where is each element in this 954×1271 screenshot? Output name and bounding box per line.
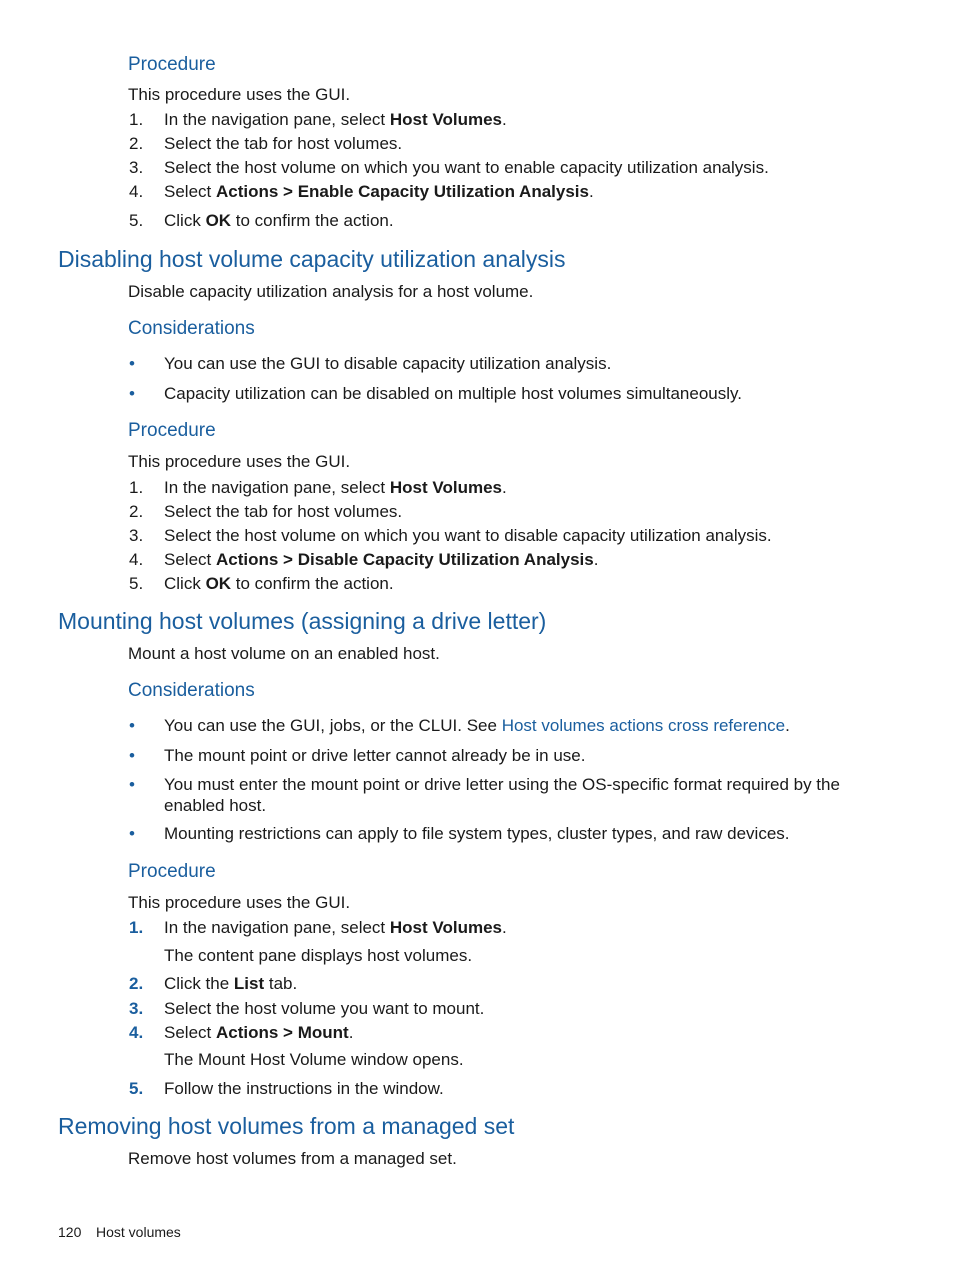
step-number: 2. — [129, 502, 144, 521]
step-number: 3. — [129, 526, 144, 545]
cross-reference-link[interactable]: Host volumes actions cross reference — [501, 716, 786, 735]
step-number: 5. — [129, 1079, 144, 1098]
section-intro: Disable capacity utilization analysis for a host volume. — [128, 282, 534, 301]
procedure-intro: This procedure uses the GUI. — [128, 893, 351, 912]
step-text: Click OK to confirm the action. — [164, 211, 394, 230]
bullet-text: You can use the GUI, jobs, or the CLUI. See Host volumes actions cross reference. — [164, 716, 790, 735]
step-number: 4. — [129, 550, 144, 569]
step-number: 2. — [129, 134, 144, 153]
bullet-text: You can use the GUI to disable capacity utilization analysis. — [164, 354, 612, 373]
step-number: 1. — [129, 918, 144, 937]
step-text: Follow the instructions in the window. — [164, 1079, 444, 1098]
step-text: Select the tab for host volumes. — [164, 502, 403, 521]
section-title: Mounting host volumes (assigning a drive letter) — [58, 608, 547, 634]
procedure-intro: This procedure uses the GUI. — [128, 85, 351, 104]
step-number: 2. — [129, 974, 144, 993]
procedure-intro: This procedure uses the GUI. — [128, 452, 351, 471]
step-result: The Mount Host Volume window opens. — [164, 1050, 464, 1069]
bullet-text: You must enter the mount point or drive letter using the OS-specific format required by the — [164, 775, 840, 794]
bullet-text: The mount point or drive letter cannot already be in use. — [164, 746, 586, 765]
step-number: 5. — [129, 574, 144, 593]
page-number: 120 — [58, 1224, 82, 1240]
bullet-text: Capacity utilization can be disabled on multiple host volumes simultaneously. — [164, 384, 742, 403]
step-text: In the navigation pane, select Host Volumes. — [164, 110, 507, 129]
step-text: Select the host volume on which you want to enable capacity utilization analysis. — [164, 158, 769, 177]
step-result: The content pane displays host volumes. — [164, 946, 473, 965]
step-text: Select Actions > Disable Capacity Utilization Analysis. — [164, 550, 599, 569]
section-title: Removing host volumes from a managed set — [58, 1113, 515, 1139]
step-text: Click the List tab. — [164, 974, 298, 993]
section-title: Disabling host volume capacity utilization analysis — [58, 246, 566, 272]
section-intro: Mount a host volume on an enabled host. — [128, 644, 440, 663]
step-number: 3. — [129, 999, 144, 1018]
step-text: Select the tab for host volumes. — [164, 134, 403, 153]
procedure-heading: Procedure — [128, 861, 216, 882]
bullet-icon: • — [129, 354, 135, 373]
section-intro: Remove host volumes from a managed set. — [128, 1149, 457, 1168]
step-text: In the navigation pane, select Host Volumes. — [164, 478, 507, 497]
considerations-heading: Considerations — [128, 318, 255, 339]
step-number: 3. — [129, 158, 144, 177]
bullet-icon: • — [129, 716, 135, 735]
step-number: 1. — [129, 478, 144, 497]
step-number: 4. — [129, 182, 144, 201]
bullet-icon: • — [129, 746, 135, 765]
step-number: 1. — [129, 110, 144, 129]
procedure-heading: Procedure — [128, 420, 216, 441]
step-text: Select Actions > Enable Capacity Utilization Analysis. — [164, 182, 594, 201]
bullet-icon: • — [129, 775, 135, 794]
bullet-text: Mounting restrictions can apply to file system types, cluster types, and raw devices. — [164, 824, 790, 843]
step-text: Select the host volume you want to mount. — [164, 999, 485, 1018]
footer-section: Host volumes — [96, 1224, 181, 1240]
bullet-icon: • — [129, 824, 135, 843]
step-text: Click OK to confirm the action. — [164, 574, 394, 593]
step-text: Select the host volume on which you want to disable capacity utilization analysis. — [164, 526, 772, 545]
step-number: 5. — [129, 211, 144, 230]
step-number: 4. — [129, 1023, 144, 1042]
bullet-text-continued: enabled host. — [164, 796, 267, 815]
considerations-heading: Considerations — [128, 680, 255, 701]
step-text: Select Actions > Mount. — [164, 1023, 354, 1042]
bullet-icon: • — [129, 384, 135, 403]
procedure-heading: Procedure — [128, 54, 216, 75]
step-text: In the navigation pane, select Host Volumes. — [164, 918, 507, 937]
